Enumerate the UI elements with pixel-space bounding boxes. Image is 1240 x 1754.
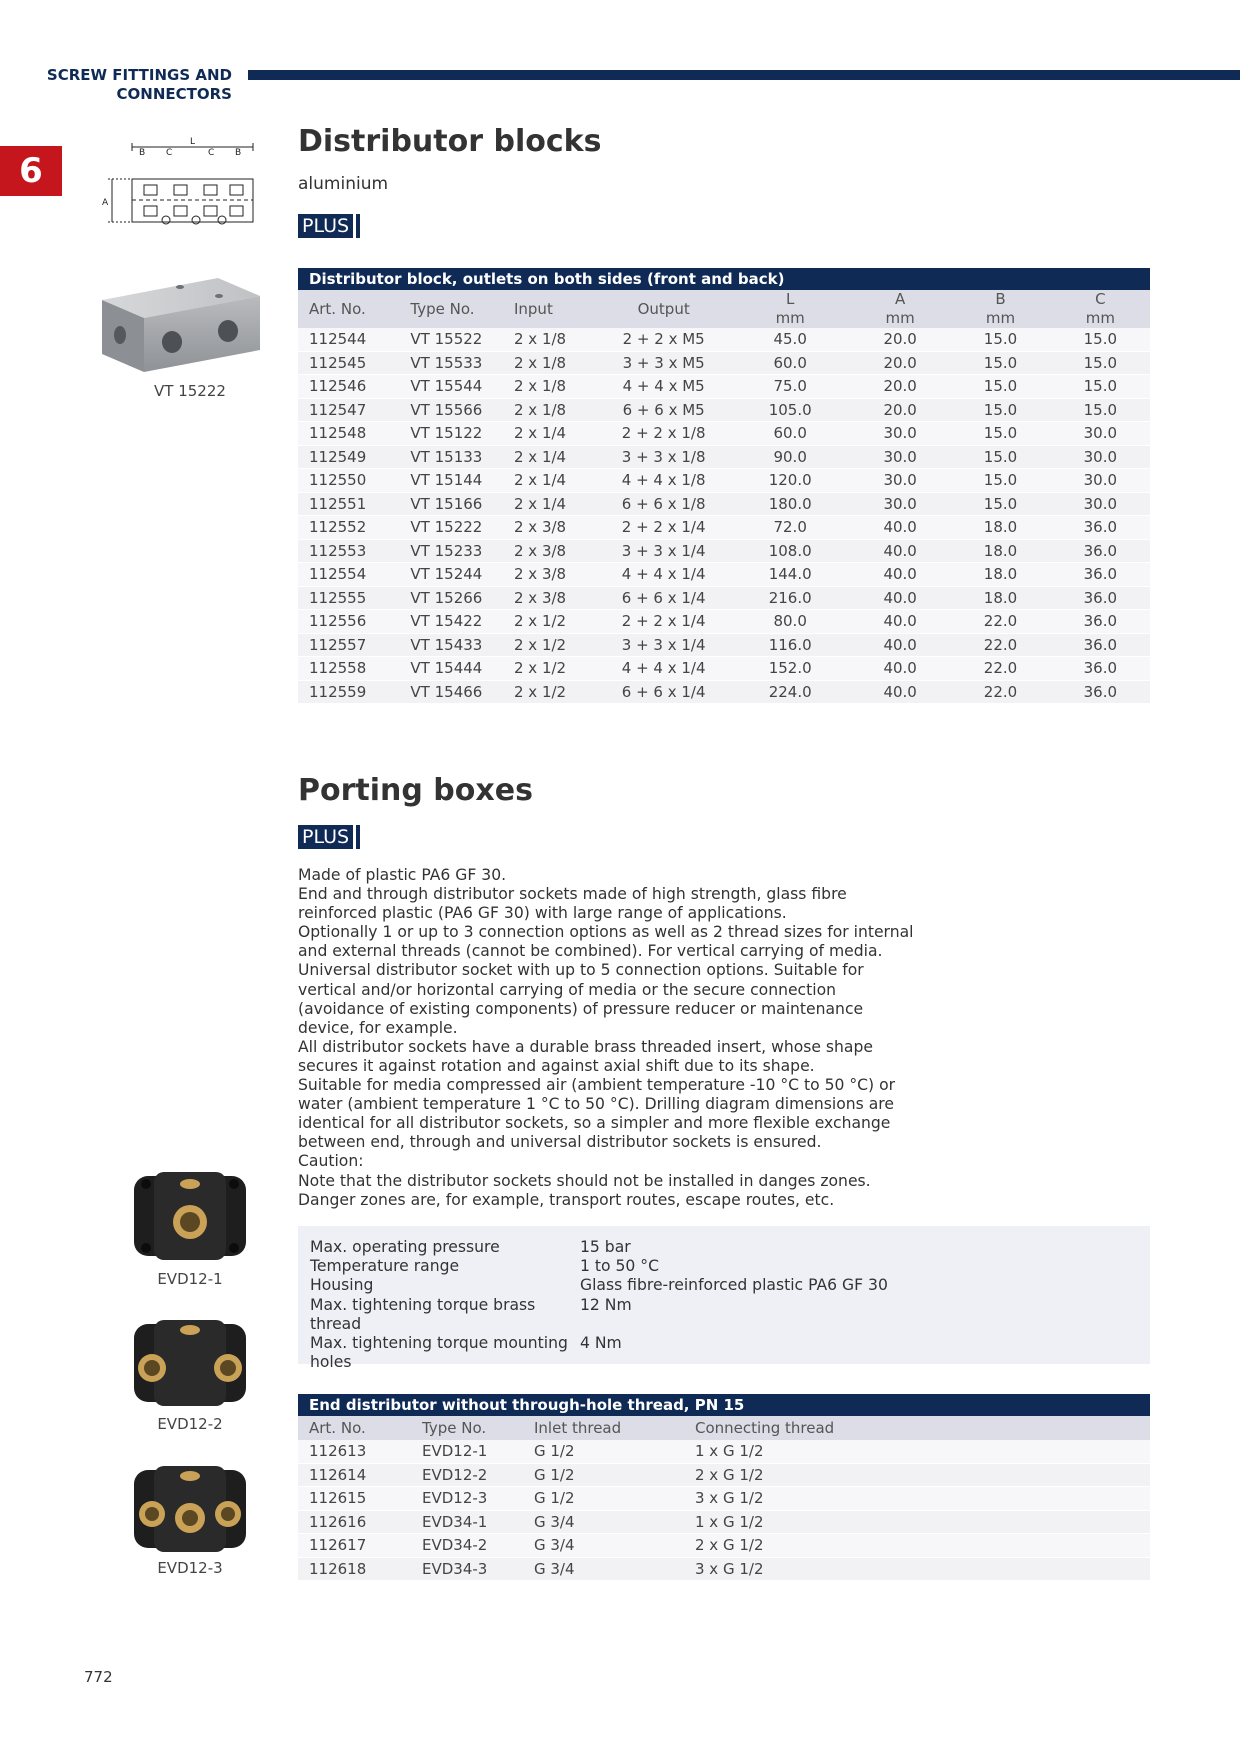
table-cell: 2 x 3/8 — [503, 539, 597, 563]
table-cell: 6 + 6 x M5 — [597, 398, 730, 422]
plus-badge-porting — [298, 825, 360, 849]
table-cell: VT 15166 — [399, 492, 503, 516]
table-cell: 30.0 — [1051, 492, 1150, 516]
table-cell: 112548 — [298, 422, 399, 446]
table-cell: 15.0 — [950, 375, 1050, 399]
table-cell: 1 x G 1/2 — [684, 1510, 1150, 1534]
table-cell: 112618 — [298, 1557, 411, 1581]
table-cell: 40.0 — [850, 633, 950, 657]
end-distributor-table-grid — [298, 1416, 1150, 1581]
table-cell: 2 x 1/2 — [503, 657, 597, 681]
table-cell: 3 + 3 x 1/8 — [597, 445, 730, 469]
table-row — [298, 492, 1150, 516]
col-b — [950, 290, 1050, 328]
distributor-title: Distributor blocks — [298, 124, 602, 159]
spec-label: Temperature range — [310, 1257, 460, 1276]
plus-badge-porting-text: PLUS — [298, 825, 353, 849]
col-b-unit: mm — [985, 309, 1016, 327]
table-cell: 2 + 2 x 1/8 — [597, 422, 730, 446]
table-cell: 45.0 — [730, 328, 850, 351]
table-cell: 224.0 — [730, 680, 850, 704]
table-cell: VT 15544 — [399, 375, 503, 399]
col-b-label: B — [995, 290, 1006, 308]
col-a — [850, 290, 950, 328]
col-c — [1051, 290, 1150, 328]
table-cell: VT 15133 — [399, 445, 503, 469]
table-cell: VT 15222 — [399, 516, 503, 540]
product-image-vt15222 — [100, 270, 264, 374]
table-row — [298, 1534, 1150, 1558]
table-cell: VT 15244 — [399, 563, 503, 587]
porting-title: Porting boxes — [298, 773, 533, 808]
table-cell: 2 + 2 x M5 — [597, 328, 730, 351]
table-cell: 36.0 — [1051, 539, 1150, 563]
table-cell: 108.0 — [730, 539, 850, 563]
table-cell: 2 x 1/4 — [503, 469, 597, 493]
col-inlet-thread: Inlet thread — [534, 1419, 622, 1437]
table-cell: 72.0 — [730, 516, 850, 540]
product-caption-vt15222: VT 15222 — [154, 382, 226, 400]
product-image-evd12-2 — [132, 1318, 248, 1408]
end-distributor-table-header — [298, 1416, 1150, 1440]
table-cell: 2 x 1/8 — [503, 398, 597, 422]
table-row — [298, 516, 1150, 540]
col-c-label: C — [1095, 290, 1106, 308]
table-cell: 30.0 — [850, 469, 950, 493]
table-cell: 3 x G 1/2 — [684, 1487, 1150, 1511]
table-cell: 36.0 — [1051, 516, 1150, 540]
table-row — [298, 680, 1150, 704]
table-cell: 2 x G 1/2 — [684, 1534, 1150, 1558]
dim-label-c-right: C — [208, 148, 215, 158]
table-cell: 30.0 — [850, 422, 950, 446]
end-distributor-table-title: End distributor without through-hole thread, PN 15 — [298, 1394, 1150, 1416]
table-row — [298, 351, 1150, 375]
table-cell: 80.0 — [730, 610, 850, 634]
table-cell: 15.0 — [950, 445, 1050, 469]
table-cell: 2 x 1/8 — [503, 328, 597, 351]
table-cell: G 3/4 — [523, 1557, 684, 1581]
distributor-table-header — [298, 290, 1150, 328]
table-row — [298, 586, 1150, 610]
table-cell: VT 15266 — [399, 586, 503, 610]
product-image-evd12-3 — [132, 1464, 248, 1554]
table-row — [298, 610, 1150, 634]
table-cell: 112551 — [298, 492, 399, 516]
dimension-drawing — [98, 134, 258, 230]
specs-box — [298, 1226, 1150, 1372]
table-cell: 112617 — [298, 1534, 411, 1558]
col-a-unit: mm — [885, 309, 915, 327]
porting-description — [298, 866, 918, 1210]
desc-paragraph: Made of plastic PA6 GF 30. — [298, 866, 507, 884]
chapter-tab: 6 — [0, 146, 62, 196]
table-cell: 22.0 — [950, 657, 1050, 681]
plus-badge — [298, 214, 360, 238]
spec-label: Housing — [310, 1276, 374, 1295]
table-cell: 2 x G 1/2 — [684, 1463, 1150, 1487]
desc-paragraph: Optionally 1 or up to 3 connection options as well as 2 thread sizes for internal and external threads (cannot be combined). For vertical carrying of media. — [298, 923, 914, 961]
table-cell: 60.0 — [730, 422, 850, 446]
table-cell: VT 15422 — [399, 610, 503, 634]
table-cell: 4 + 4 x 1/8 — [597, 469, 730, 493]
table-cell: VT 15122 — [399, 422, 503, 446]
table-cell: 20.0 — [850, 375, 950, 399]
table-cell: VT 15444 — [399, 657, 503, 681]
table-cell: 112554 — [298, 563, 399, 587]
table-cell: 30.0 — [1051, 445, 1150, 469]
table-cell: EVD12-2 — [411, 1463, 523, 1487]
table-cell: 18.0 — [950, 563, 1050, 587]
table-cell: VT 15522 — [399, 328, 503, 351]
table-cell: 216.0 — [730, 586, 850, 610]
table-cell: 36.0 — [1051, 586, 1150, 610]
table-cell: 2 x 1/2 — [503, 633, 597, 657]
table-cell: 15.0 — [950, 422, 1050, 446]
table-cell: 6 + 6 x 1/4 — [597, 680, 730, 704]
table-cell: 15.0 — [1051, 328, 1150, 351]
table-cell: 15.0 — [950, 398, 1050, 422]
table-cell: 90.0 — [730, 445, 850, 469]
table-cell: 22.0 — [950, 680, 1050, 704]
table-cell: EVD34-3 — [411, 1557, 523, 1581]
table-cell: 152.0 — [730, 657, 850, 681]
product-caption-evd12-2: EVD12-2 — [157, 1415, 223, 1433]
table-cell: G 1/2 — [523, 1487, 684, 1511]
table-cell: VT 15566 — [399, 398, 503, 422]
table-cell: 2 x 1/2 — [503, 610, 597, 634]
table-cell: G 1/2 — [523, 1440, 684, 1463]
table-row — [298, 563, 1150, 587]
spec-value: 4 Nm — [580, 1334, 622, 1353]
table-cell: 112555 — [298, 586, 399, 610]
table-cell: 112616 — [298, 1510, 411, 1534]
table-cell: 30.0 — [850, 445, 950, 469]
table-row — [298, 657, 1150, 681]
table-cell: 4 + 4 x 1/4 — [597, 563, 730, 587]
table-cell: 15.0 — [1051, 375, 1150, 399]
table-cell: 36.0 — [1051, 563, 1150, 587]
desc-paragraph: Note that the distributor sockets should not be installed in danges zones. — [298, 1171, 871, 1190]
table-cell: 40.0 — [850, 680, 950, 704]
table-cell: 112549 — [298, 445, 399, 469]
dim-label-b-left: B — [139, 148, 146, 158]
table-cell: 15.0 — [1051, 351, 1150, 375]
table-cell: 2 + 2 x 1/4 — [597, 610, 730, 634]
dim-label-c-left: C — [166, 148, 173, 158]
table-cell: G 1/2 — [523, 1463, 684, 1487]
table-cell: 40.0 — [850, 586, 950, 610]
section-title — [40, 66, 232, 104]
spec-label: Max. tightening torque mounting holes — [310, 1334, 568, 1372]
table-cell: 15.0 — [950, 469, 1050, 493]
table-cell: 2 x 3/8 — [503, 586, 597, 610]
table-cell: 40.0 — [850, 539, 950, 563]
table-cell: VT 15233 — [399, 539, 503, 563]
table-cell: EVD34-2 — [411, 1534, 523, 1558]
table-cell: 36.0 — [1051, 610, 1150, 634]
table-cell: 40.0 — [850, 563, 950, 587]
product-caption-evd12-3: EVD12-3 — [157, 1559, 223, 1577]
table-cell: 112615 — [298, 1487, 411, 1511]
table-cell: 22.0 — [950, 633, 1050, 657]
table-cell: VT 15433 — [399, 633, 503, 657]
table-cell: 2 + 2 x 1/4 — [597, 516, 730, 540]
table-row — [298, 1557, 1150, 1581]
table-cell: 112556 — [298, 610, 399, 634]
table-cell: 2 x 1/8 — [503, 375, 597, 399]
table-row — [298, 422, 1150, 446]
header-rule — [248, 70, 1240, 80]
dim-label-l: L — [190, 137, 196, 147]
table-cell: 18.0 — [950, 516, 1050, 540]
table-cell: 4 + 4 x 1/4 — [597, 657, 730, 681]
table-cell: 36.0 — [1051, 680, 1150, 704]
spec-row — [298, 1276, 1150, 1295]
spec-row — [298, 1296, 1150, 1334]
table-cell: 112547 — [298, 398, 399, 422]
spec-value: 12 Nm — [580, 1295, 632, 1314]
table-cell: 40.0 — [850, 610, 950, 634]
table-cell: 18.0 — [950, 586, 1050, 610]
table-row — [298, 328, 1150, 351]
table-cell: 112559 — [298, 680, 399, 704]
table-cell: 112614 — [298, 1463, 411, 1487]
table-cell: 112557 — [298, 633, 399, 657]
table-cell: 2 x 1/4 — [503, 445, 597, 469]
spec-value: 1 to 50 °C — [580, 1257, 659, 1276]
table-cell: 112545 — [298, 351, 399, 375]
end-distributor-table-body — [298, 1440, 1150, 1581]
table-cell: VT 15533 — [399, 351, 503, 375]
col-connecting-thread: Connecting thread — [695, 1419, 835, 1437]
product-caption-evd12-1: EVD12-1 — [157, 1270, 223, 1288]
desc-paragraph: End and through distributor sockets made of high strength, glass fibre reinforced plastic (PA6 GF 30) with large range of applications. — [298, 885, 847, 923]
table-cell: 6 + 6 x 1/4 — [597, 586, 730, 610]
table-cell: 6 + 6 x 1/8 — [597, 492, 730, 516]
section-title-line2: CONNECTORS — [116, 85, 232, 103]
table-cell: 3 x G 1/2 — [684, 1557, 1150, 1581]
table-row — [298, 1487, 1150, 1511]
table-cell: 120.0 — [730, 469, 850, 493]
spec-row — [298, 1238, 1150, 1257]
spec-label: Max. operating pressure — [310, 1238, 500, 1256]
table-cell: 18.0 — [950, 539, 1050, 563]
col-l — [730, 290, 850, 328]
table-cell: EVD12-1 — [411, 1440, 523, 1463]
table-row — [298, 1463, 1150, 1487]
col-art-no: Art. No. — [309, 299, 366, 318]
col-l-unit: mm — [775, 309, 805, 327]
table-row — [298, 445, 1150, 469]
col-c-unit: mm — [1085, 309, 1115, 327]
end-distributor-table — [298, 1394, 1150, 1581]
table-cell: 112550 — [298, 469, 399, 493]
table-row — [298, 1510, 1150, 1534]
distributor-table-grid — [298, 290, 1150, 704]
desc-paragraph: Suitable for media compressed air (ambient temperature -10 °C to 50 °C) or water (ambient temperature 1 °C to 50 °C). Drilling diagram dimensions are identical for all distributor sockets, so a simpler and more flexible exchange between end, through and universal distributor sockets is ensured. — [298, 1076, 896, 1152]
page-number: 772 — [84, 1668, 113, 1686]
plus-badge-text: PLUS — [298, 214, 353, 238]
table-cell: EVD12-3 — [411, 1487, 523, 1511]
table-cell: 3 + 3 x 1/4 — [597, 539, 730, 563]
desc-paragraph: Danger zones are, for example, transport routes, escape routes, etc. — [298, 1190, 835, 1209]
table-cell: 180.0 — [730, 492, 850, 516]
table-cell: 22.0 — [950, 610, 1050, 634]
col-output: Output — [637, 299, 690, 318]
spec-value: Glass fibre-reinforced plastic PA6 GF 30 — [580, 1276, 888, 1295]
table-cell: 3 + 3 x 1/4 — [597, 633, 730, 657]
table-cell: 112546 — [298, 375, 399, 399]
table-cell: 36.0 — [1051, 657, 1150, 681]
desc-paragraph: Caution: — [298, 1152, 364, 1171]
table-cell: 105.0 — [730, 398, 850, 422]
table-cell: VT 15466 — [399, 680, 503, 704]
table-row — [298, 398, 1150, 422]
distributor-subtitle: aluminium — [298, 174, 389, 194]
table-cell: 112553 — [298, 539, 399, 563]
table-cell: 4 + 4 x M5 — [597, 375, 730, 399]
table-row — [298, 469, 1150, 493]
spec-row — [298, 1334, 1150, 1372]
table-cell: 2 x 1/4 — [503, 492, 597, 516]
table-cell: 20.0 — [850, 398, 950, 422]
table-cell: 75.0 — [730, 375, 850, 399]
desc-paragraph: All distributor sockets have a durable brass threaded insert, whose shape secures it against rotation and against axial shift due to its shape. — [298, 1037, 873, 1075]
table-cell: EVD34-1 — [411, 1510, 523, 1534]
table-row — [298, 375, 1150, 399]
table-cell: G 3/4 — [523, 1510, 684, 1534]
table-cell: 15.0 — [950, 351, 1050, 375]
distributor-table — [298, 268, 1150, 704]
table-cell: 2 x 3/8 — [503, 516, 597, 540]
table-cell: 2 x 1/2 — [503, 680, 597, 704]
section-title-line1: SCREW FITTINGS AND — [46, 66, 232, 84]
spec-value: 15 bar — [580, 1238, 631, 1256]
table-cell: 112613 — [298, 1440, 411, 1463]
table-cell: 36.0 — [1051, 633, 1150, 657]
table-cell: 1 x G 1/2 — [684, 1440, 1150, 1463]
table-cell: 30.0 — [850, 492, 950, 516]
table-cell: 40.0 — [850, 516, 950, 540]
spec-row — [298, 1257, 1150, 1276]
spec-label: Max. tightening torque brass thread — [310, 1295, 536, 1333]
table-cell: 20.0 — [850, 328, 950, 351]
table-cell: 2 x 1/8 — [503, 351, 597, 375]
col-input: Input — [513, 299, 553, 318]
dim-label-a: A — [102, 198, 109, 208]
table-cell: 15.0 — [950, 492, 1050, 516]
distributor-table-body — [298, 328, 1150, 704]
table-cell: 112552 — [298, 516, 399, 540]
col-art-no: Art. No. — [309, 1419, 366, 1437]
table-cell: 20.0 — [850, 351, 950, 375]
desc-paragraph: Universal distributor socket with up to 5 connection options. Suitable for vertical and/or horizontal carrying of media or the secure connection (avoidance of existing components) of pressure reducer or maintenance device, for example. — [298, 961, 864, 1037]
table-cell: 60.0 — [730, 351, 850, 375]
distributor-table-title: Distributor block, outlets on both sides (front and back) — [298, 268, 1150, 290]
table-row — [298, 633, 1150, 657]
col-type-no: Type No. — [422, 1419, 487, 1437]
table-cell: VT 15144 — [399, 469, 503, 493]
col-l-label: L — [786, 290, 795, 308]
table-cell: G 3/4 — [523, 1534, 684, 1558]
table-cell: 112558 — [298, 657, 399, 681]
table-cell: 144.0 — [730, 563, 850, 587]
table-cell: 3 + 3 x M5 — [597, 351, 730, 375]
col-a-label: A — [895, 290, 906, 308]
table-cell: 30.0 — [1051, 422, 1150, 446]
table-cell: 40.0 — [850, 657, 950, 681]
table-cell: 15.0 — [1051, 398, 1150, 422]
dim-label-b-right: B — [235, 148, 242, 158]
col-type-no: Type No. — [410, 299, 475, 318]
table-row — [298, 1440, 1150, 1463]
table-cell: 116.0 — [730, 633, 850, 657]
table-cell: 2 x 3/8 — [503, 563, 597, 587]
table-cell: 112544 — [298, 328, 399, 351]
table-cell: 15.0 — [950, 328, 1050, 351]
product-image-evd12-1 — [132, 1170, 248, 1262]
table-row — [298, 539, 1150, 563]
table-cell: 30.0 — [1051, 469, 1150, 493]
table-cell: 2 x 1/4 — [503, 422, 597, 446]
